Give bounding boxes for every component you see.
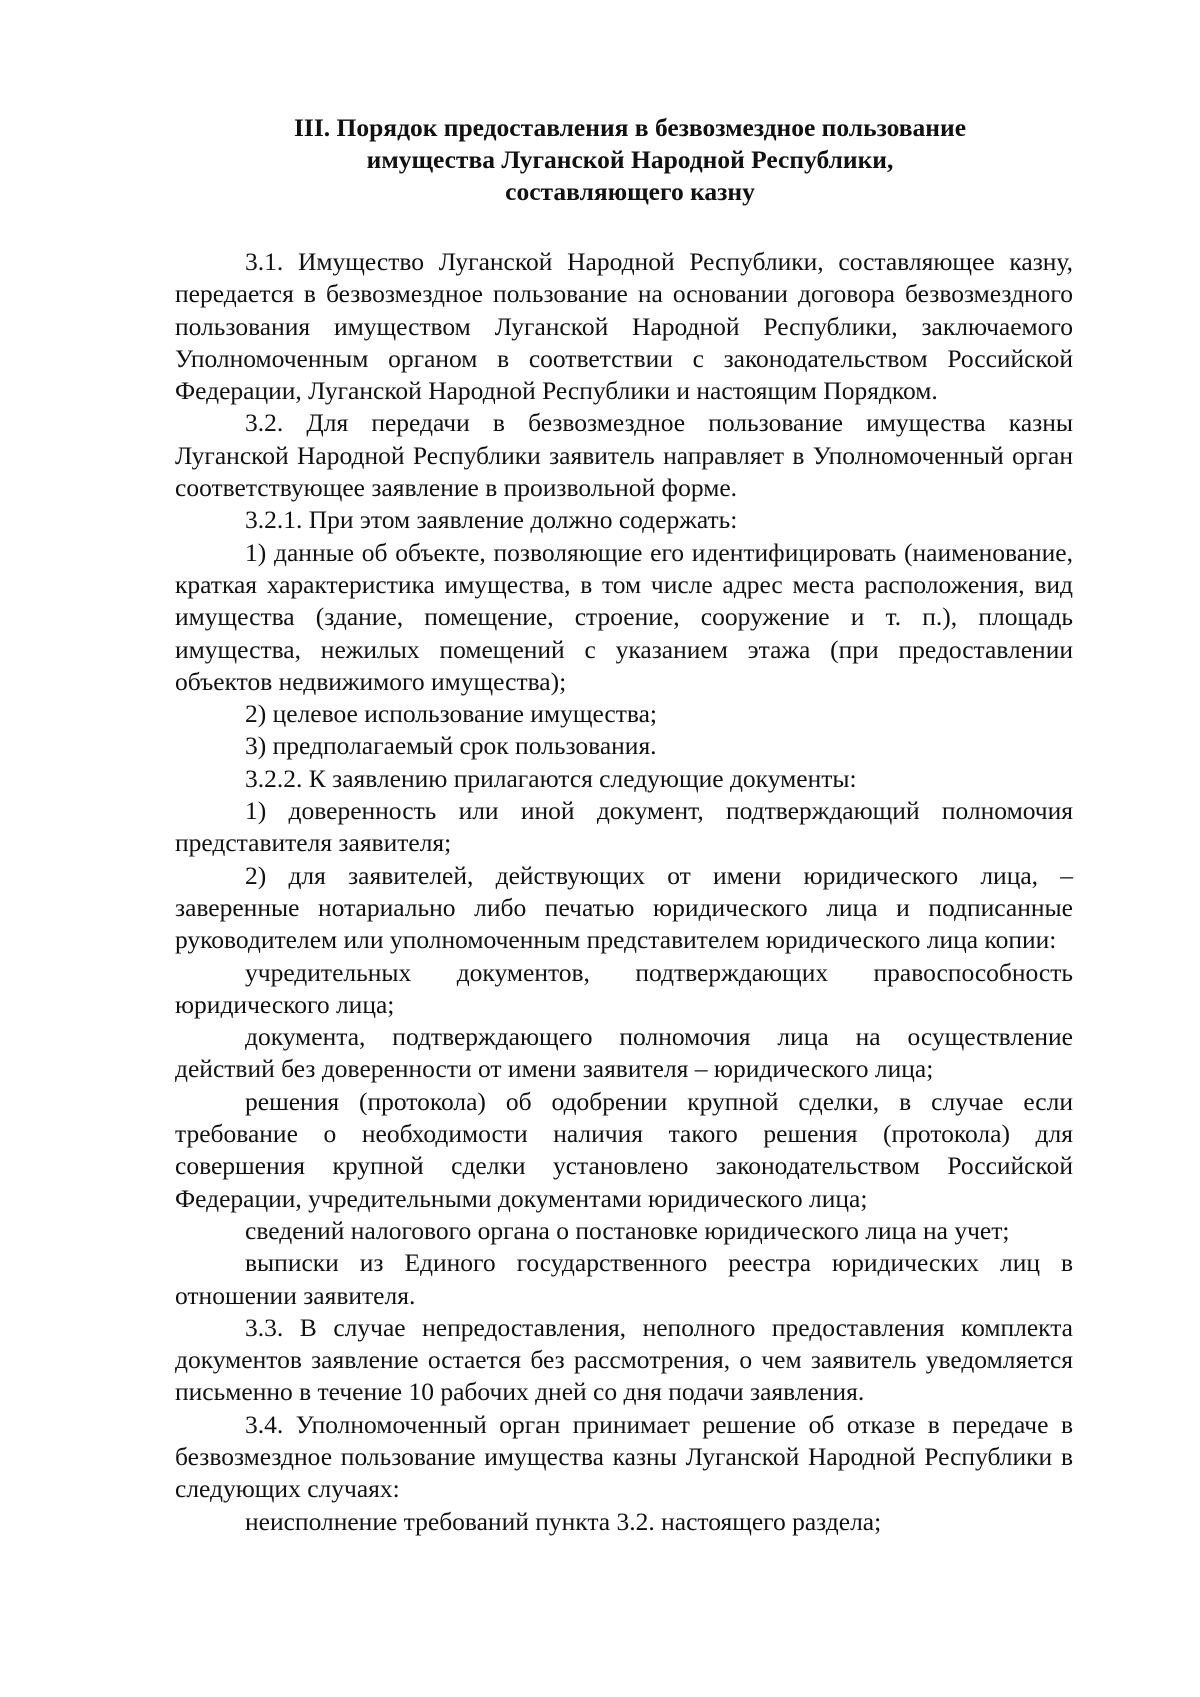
list-item-3-term: 3) предполагаемый срок пользования. — [245, 731, 657, 761]
paragraph-3-2-2: 3.2.2. К заявлению прилагаются следующие документы: — [245, 763, 857, 793]
paragraph-3-2-1: 3.2.1. При этом заявление должно содержать: — [245, 505, 738, 535]
list-item-2-legal-entity-copies: 2) для заявителей, действующих от имени юридического лица, – заверенные нотариально либо печатью юридического лица и подписанные руководителем или уполномоченным представителем юридического лица копии: — [175, 860, 1073, 955]
document-body — [175, 246, 1073, 1538]
heading-line-2: имущества Луганской Народной Республики, — [366, 145, 894, 174]
list-item-1-object-data: 1) данные об объекте, позволяющие его идентифицировать (наименование, краткая характеристика имущества, в том числе адрес места расположения, вид имущества (здание, помещение, строение, сооружение и т. п.), площадь имущества, нежилых помещений с указанием этажа (при предоставлении объектов недвижимого имущества); — [175, 537, 1073, 696]
paragraph-3-1: 3.1. Имущество Луганской Народной Республики, составляющее казну, передается в безвозмездное пользование на основании договора безвозмездного пользования имуществом Луганской Народной Республики, заключаемого Уполномоченным органом в соответствии с законодательством Российской Федерации, Луганской Народной Республики и настоящим Порядком. — [175, 247, 1073, 406]
refusal-case-1: неисполнение требований пункта 3.2. настоящего раздела; — [245, 1506, 882, 1536]
list-item-2-purpose: 2) целевое использование имущества; — [245, 699, 657, 729]
paragraph-3-2: 3.2. Для передачи в безвозмездное пользование имущества казны Луганской Народной Республики заявитель направляет в Уполномоченный орган соответствующее заявление в произвольной форме. — [175, 408, 1073, 503]
heading-line-3: составляющего казну — [505, 177, 755, 206]
sub-item-authority-document: документа, подтверждающего полномочия лица на осуществление действий без доверенности от имени заявителя – юридического лица; — [175, 1022, 1073, 1084]
list-item-1-power-of-attorney: 1) доверенность или иной документ, подтверждающий полномочия представителя заявителя; — [175, 796, 1073, 858]
sub-item-major-deal-decision: решения (протокола) об одобрении крупной сделки, в случае если требование о необходимости наличия такого решения (протокола) для совершения крупной сделки установлено законодательством Российской Федерации, учредительными документами юридического лица; — [175, 1086, 1073, 1213]
paragraph-3-3: 3.3. В случае непредоставления, неполного предоставления комплекта документов заявление остается без рассмотрения, о чем заявитель уведомляется письменно в течение 10 рабочих дней со дня подачи заявления. — [175, 1312, 1073, 1407]
sub-item-tax-registration: сведений налогового органа о постановке юридического лица на учет; — [245, 1215, 1010, 1245]
section-heading — [175, 112, 1085, 208]
sub-item-registry-extract: выписки из Единого государственного реестра юридических лиц в отношении заявителя. — [175, 1248, 1073, 1310]
sub-item-founding-documents: учредительных документов, подтверждающих правоспособность юридического лица; — [175, 957, 1073, 1019]
heading-line-1: III. Порядок предоставления в безвозмездное пользование — [293, 113, 967, 142]
paragraph-3-4: 3.4. Уполномоченный орган принимает решение об отказе в передаче в безвозмездное пользование имущества казны Луганской Народной Республики в следующих случаях: — [175, 1409, 1073, 1504]
